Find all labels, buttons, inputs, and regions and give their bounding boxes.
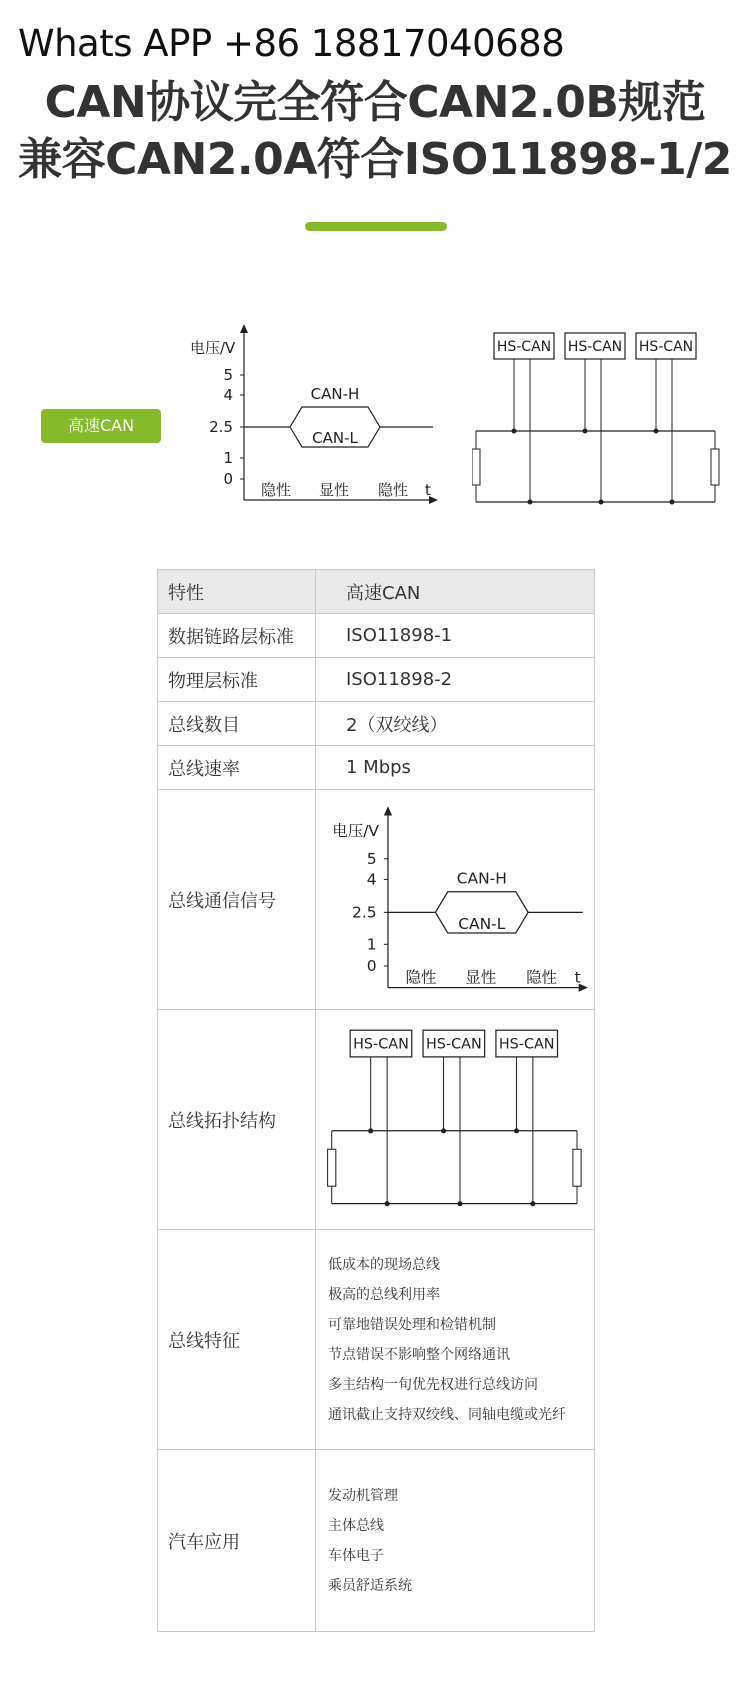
node-label-1: HS-CAN xyxy=(496,339,552,355)
node-label-3: HS-CAN xyxy=(498,1036,555,1053)
table-signal-diagram xyxy=(322,800,590,1000)
row-key: 数据链路层标准 xyxy=(158,614,316,658)
row-key: 总线速率 xyxy=(158,746,316,790)
signal-row-key: 总线通信信号 xyxy=(158,790,316,1010)
y-tick-5: 5 xyxy=(366,849,377,868)
top-topology-diagram xyxy=(472,325,730,515)
node-label-3: HS-CAN xyxy=(638,339,694,355)
y-tick-2-5: 2.5 xyxy=(209,418,233,436)
row-value: 2（双绞线） xyxy=(316,702,595,746)
header-value: 高速CAN xyxy=(316,570,595,614)
applications-list xyxy=(326,1481,584,1601)
y-tick-0: 0 xyxy=(223,470,233,488)
signal-row-cell xyxy=(316,790,595,1010)
x-label-recessive-2: 隐性 xyxy=(377,481,409,499)
list-item: 乘员舒适系统 xyxy=(328,1577,412,1594)
x-label-recessive-1: 隐性 xyxy=(260,481,292,499)
list-item: 可靠地错误处理和检错机制 xyxy=(328,1316,496,1333)
can-h-label: CAN-H xyxy=(456,869,507,888)
row-value: ISO11898-2 xyxy=(316,658,595,702)
signal-row xyxy=(158,790,595,1010)
page-title-line-1: CAN协议完全符合CAN2.0B规范 xyxy=(44,77,706,128)
y-tick-1: 1 xyxy=(366,934,377,953)
table-row xyxy=(158,658,595,702)
y-axis-label: 电压/V xyxy=(190,339,236,357)
table-row xyxy=(158,702,595,746)
y-tick-4: 4 xyxy=(366,870,377,889)
x-axis-label: t xyxy=(574,967,581,986)
topology-row-key: 总线拓扑结构 xyxy=(158,1010,316,1230)
features-row xyxy=(158,1230,595,1450)
applications-cell xyxy=(316,1450,595,1632)
x-label-dominant: 显性 xyxy=(465,967,497,986)
x-label-recessive-1: 隐性 xyxy=(405,967,437,986)
features-key: 总线特征 xyxy=(158,1230,316,1450)
top-signal-diagram xyxy=(180,320,440,510)
list-item: 低成本的现场总线 xyxy=(328,1256,440,1273)
y-tick-0: 0 xyxy=(366,956,377,975)
table-signal-graphic xyxy=(384,806,588,992)
row-value: ISO11898-1 xyxy=(316,614,595,658)
row-key: 物理层标准 xyxy=(158,658,316,702)
topology-row-cell xyxy=(316,1010,595,1230)
y-tick-2-5: 2.5 xyxy=(352,903,377,922)
features-list xyxy=(326,1250,584,1430)
y-axis-label: 电压/V xyxy=(332,821,379,840)
x-label-dominant: 显性 xyxy=(318,481,350,499)
can-l-label: CAN-L xyxy=(458,914,506,933)
y-tick-5: 5 xyxy=(223,366,233,384)
page-title-line-2: 兼容CAN2.0A符合ISO11898-1/2 xyxy=(18,134,732,185)
features-cell xyxy=(316,1230,595,1450)
x-label-recessive-2: 隐性 xyxy=(526,967,558,986)
table-header-row xyxy=(158,570,595,614)
signal-diagram-graphic xyxy=(240,324,438,504)
y-tick-1: 1 xyxy=(223,449,233,467)
node-label-1: HS-CAN xyxy=(353,1036,409,1053)
row-value: 1 Mbps xyxy=(316,746,595,790)
topology-row xyxy=(158,1010,595,1230)
table-row xyxy=(158,614,595,658)
list-item: 发动机管理 xyxy=(328,1487,398,1504)
row-key: 总线数目 xyxy=(158,702,316,746)
x-axis-label: t xyxy=(425,481,431,499)
table-topology-diagram xyxy=(326,1022,594,1217)
list-item: 通讯截止支持双绞线、同轴电缆或光纤 xyxy=(328,1406,566,1423)
can-l-label: CAN-L xyxy=(312,429,358,447)
list-item: 极高的总线利用率 xyxy=(328,1286,440,1303)
applications-row xyxy=(158,1450,595,1632)
node-label-2: HS-CAN xyxy=(567,339,623,355)
list-item: 多主结构一旬优先权进行总线访问 xyxy=(328,1376,538,1393)
list-item: 主体总线 xyxy=(328,1517,384,1534)
node-label-2: HS-CAN xyxy=(425,1036,482,1053)
list-item: 车体电子 xyxy=(328,1547,384,1564)
applications-key: 汽车应用 xyxy=(158,1450,316,1632)
topology-diagram-graphic xyxy=(472,333,719,505)
list-item: 节点错误不影响整个网络通讯 xyxy=(328,1346,510,1363)
table-topology-graphic xyxy=(328,1030,582,1206)
whatsapp-watermark: Whats APP +86 18817040688 xyxy=(18,22,565,65)
table-row xyxy=(158,746,595,790)
y-tick-4: 4 xyxy=(223,386,233,404)
accent-divider xyxy=(305,222,447,231)
header-key: 特性 xyxy=(158,570,316,614)
high-speed-can-badge: 高速CAN xyxy=(41,409,161,443)
spec-table xyxy=(157,569,595,1632)
can-h-label: CAN-H xyxy=(310,385,360,403)
